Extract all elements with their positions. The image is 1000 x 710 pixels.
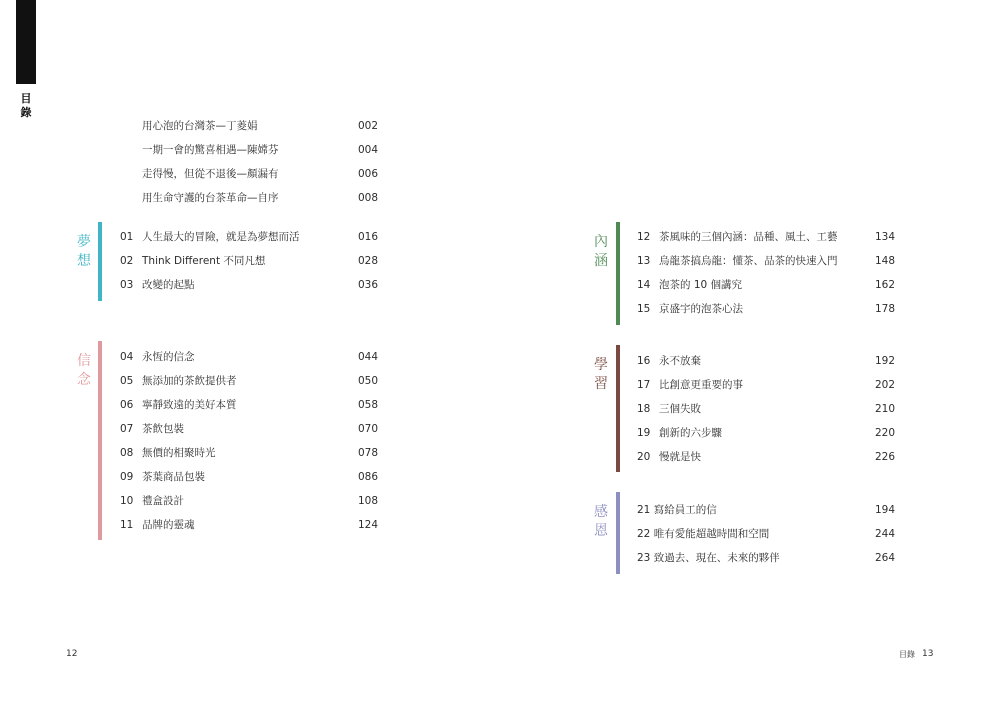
chapter-row: 14 泡茶的 10 個講究	[637, 279, 743, 291]
black-tab-bar	[16, 0, 36, 84]
chapter-row: 19 創新的六步驟	[637, 427, 722, 439]
chapter-row: 10 禮盒設計	[120, 495, 184, 507]
chapter-page: 086	[358, 471, 379, 483]
chapter-row: 08 無價的相聚時光	[120, 447, 216, 459]
chapter-page: 148	[875, 255, 896, 267]
chapter-page: 244	[875, 528, 896, 540]
preface-title: 一期一會的驚喜相遇—陳嫦芬	[142, 144, 279, 156]
preface-page: 006	[358, 168, 379, 180]
chapter-row: 09 茶葉商品包裝	[120, 471, 205, 483]
right-page-number: 13	[922, 649, 934, 659]
chapter-page: 192	[875, 355, 896, 367]
chapter-page: 016	[358, 231, 379, 243]
chapter-row: 02 Think Different 不同凡想	[120, 255, 266, 267]
chapter-row: 13 烏龍茶搞烏龍：懂茶、品茶的快速入門	[637, 255, 838, 267]
chapter-row: 17 比創意更重要的事	[637, 379, 743, 391]
chapter-row: 22 唯有愛能超越時間和空間	[637, 528, 770, 540]
chapter-row: 20 慢就是快	[637, 451, 701, 463]
chapter-page: 070	[358, 423, 379, 435]
chapter-page: 226	[875, 451, 896, 463]
chapter-row: 18 三個失敗	[637, 403, 701, 415]
chapter-page: 050	[358, 375, 379, 387]
section-color-bar	[98, 222, 102, 301]
chapter-row: 05 無添加的茶飲提供者	[120, 375, 237, 387]
preface-title: 用生命守護的台茶革命—自序	[142, 192, 279, 204]
section-color-bar	[98, 341, 102, 540]
chapter-page: 202	[875, 379, 896, 391]
chapter-page: 036	[358, 279, 379, 291]
toc-label: 目錄	[20, 92, 32, 119]
chapter-row: 15 京盛宇的泡茶心法	[637, 303, 743, 315]
preface-page: 008	[358, 192, 379, 204]
chapter-row: 04 永恆的信念	[120, 351, 195, 363]
preface-title: 用心泡的台灣茶—丁菱娟	[142, 120, 258, 132]
chapter-page: 078	[358, 447, 379, 459]
section-title: 感恩	[594, 504, 608, 539]
section-title: 內涵	[594, 234, 608, 269]
chapter-page: 044	[358, 351, 379, 363]
chapter-page: 264	[875, 552, 896, 564]
chapter-page: 210	[875, 403, 896, 415]
section-color-bar	[616, 345, 620, 472]
chapter-page: 124	[358, 519, 379, 531]
chapter-row: 23 致過去、現在、未來的夥伴	[637, 552, 780, 564]
right-page	[500, 0, 1000, 710]
chapter-page: 134	[875, 231, 896, 243]
chapter-row: 21 寫給員工的信	[637, 504, 717, 516]
chapter-row: 07 茶飲包裝	[120, 423, 184, 435]
chapter-page: 028	[358, 255, 379, 267]
preface-page: 002	[358, 120, 379, 132]
chapter-row: 12 茶風味的三個內涵：品種、風土、工藝	[637, 231, 838, 243]
chapter-row: 01 人生最大的冒險，就是為夢想而活	[120, 231, 300, 243]
right-footer-label: 目錄	[899, 650, 915, 659]
chapter-row: 11 品牌的靈魂	[120, 519, 195, 531]
chapter-page: 220	[875, 427, 896, 439]
chapter-page: 108	[358, 495, 379, 507]
left-page-number: 12	[66, 649, 78, 659]
chapter-page: 162	[875, 279, 896, 291]
section-title: 信念	[77, 353, 91, 388]
preface-page: 004	[358, 144, 379, 156]
chapter-row: 06 寧靜致遠的美好本質	[120, 399, 237, 411]
section-color-bar	[616, 492, 620, 574]
preface-title: 走得慢，但從不退後—顏漏有	[142, 168, 279, 180]
section-title: 夢想	[77, 234, 91, 269]
section-title: 學習	[594, 357, 608, 392]
chapter-page: 194	[875, 504, 896, 516]
chapter-row: 16 永不放棄	[637, 355, 701, 367]
chapter-row: 03 改變的起點	[120, 279, 195, 291]
chapter-page: 178	[875, 303, 896, 315]
chapter-page: 058	[358, 399, 379, 411]
section-color-bar	[616, 222, 620, 325]
